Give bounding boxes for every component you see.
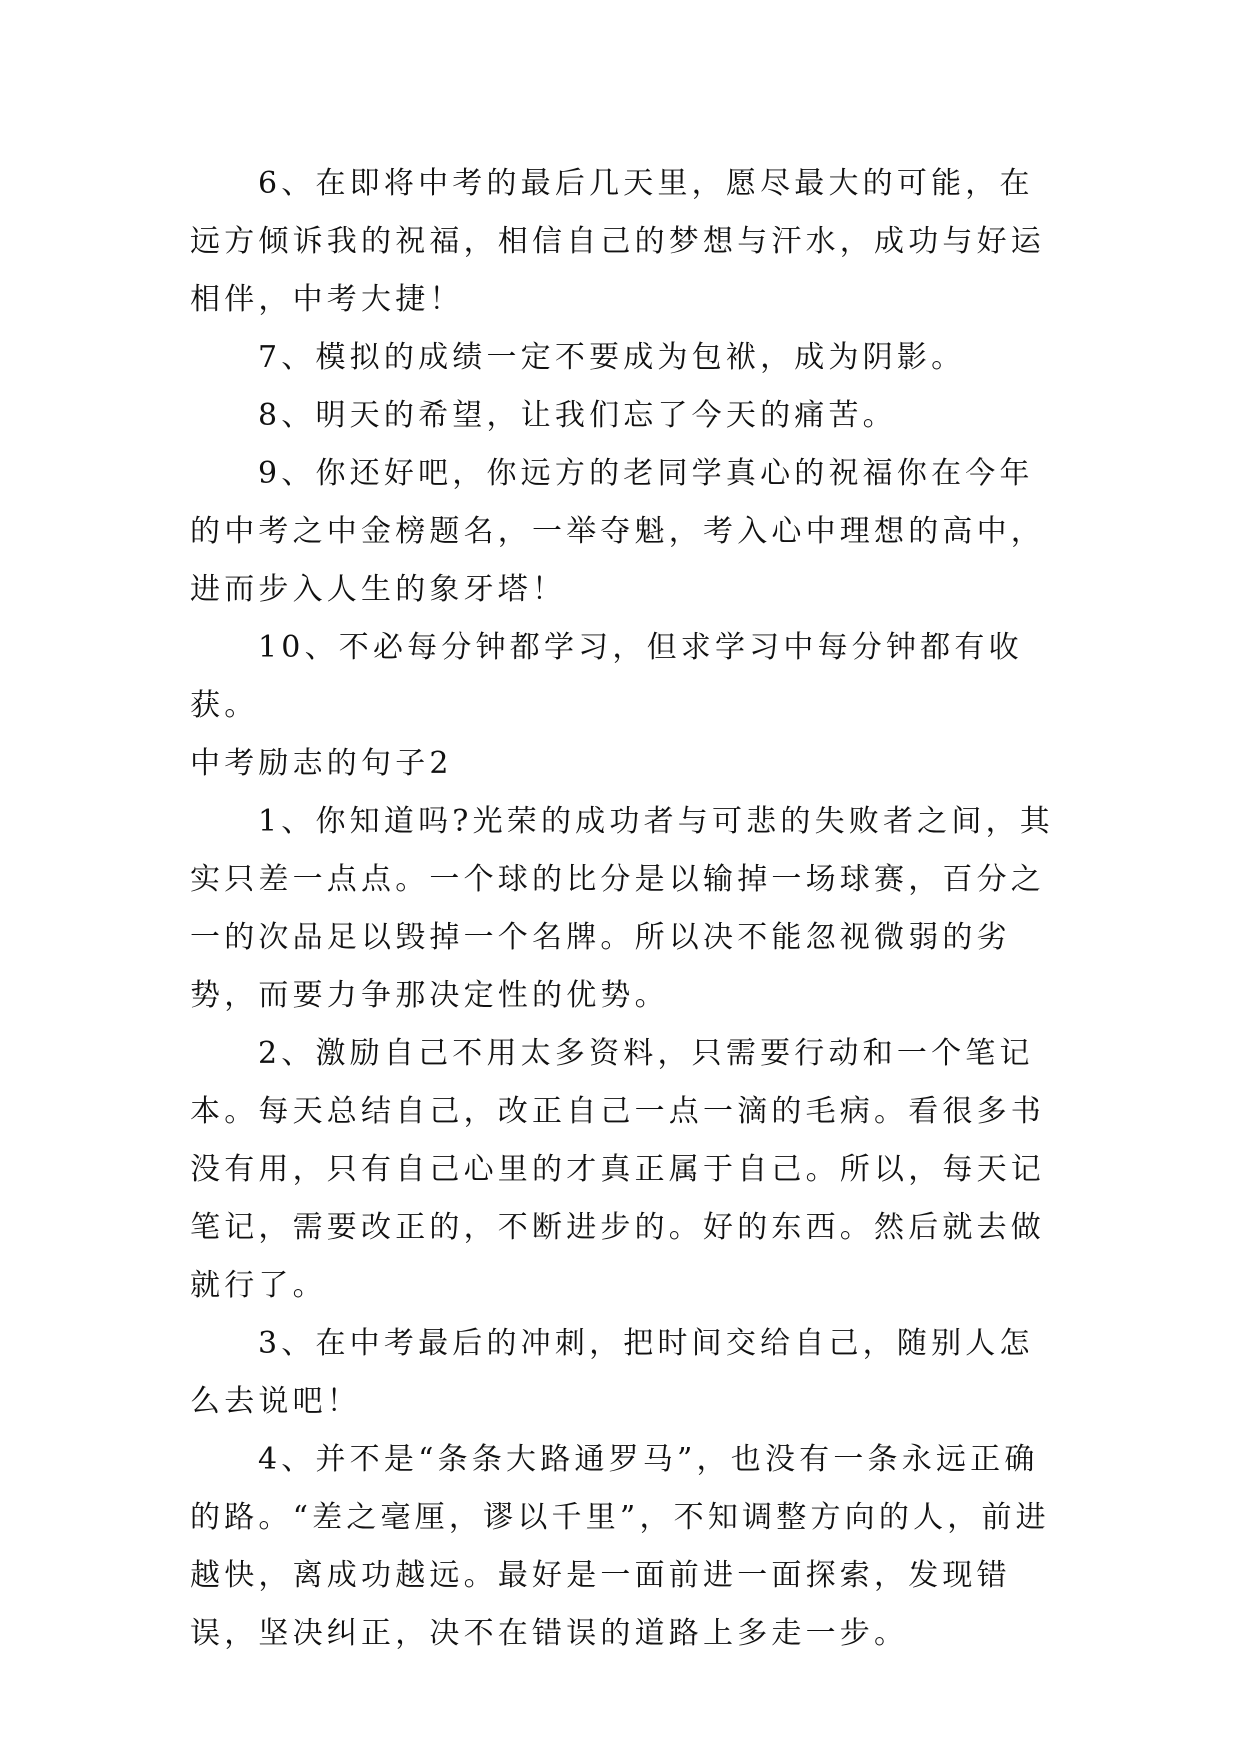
paragraph-item-10: 10、不必每分钟都学习，但求学习中每分钟都有收获。 <box>190 630 1023 723</box>
paragraph-item-1: 1、你知道吗?光荣的成功者与可悲的失败者之间，其实只差一点点。一个球的比分是以输掉一场球赛，百分之一的次品足以毁掉一个名牌。所以决不能忽视微弱的劣势，而要力争那决定性的优势。 <box>190 804 1054 1013</box>
paragraph-item-4: 4、并不是“条条大路通罗马”，也没有一条永远正确的路。“差之毫厘，谬以千里”，不知调整方向的人，前进越快，离成功越远。最好是一面前进一面探索，发现错误，坚决纠正，决不在错误的道路上多走一步。 <box>190 1442 1050 1651</box>
paragraph-item-7: 7、模拟的成绩一定不要成为包袱，成为阴影。 <box>258 340 966 375</box>
paragraph-item-6: 6、在即将中考的最后几天里，愿尽最大的可能，在远方倾诉我的祝福，相信自己的梦想与汗水，成功与好运相伴，中考大捷！ <box>190 166 1045 317</box>
paragraph-item-3: 3、在中考最后的冲刺，把时间交给自己，随别人怎么去说吧！ <box>190 1326 1034 1419</box>
paragraph-item-9: 9、你还好吧，你远方的老同学真心的祝福你在今年的中考之中金榜题名，一举夺魁，考入心中理想的高中，进而步入人生的象牙塔！ <box>190 456 1045 607</box>
paragraph-item-2: 2、激励自己不用太多资料，只需要行动和一个笔记本。每天总结自己，改正自己一点一滴的毛病。看很多书没有用，只有自己心里的才真正属于自己。所以，每天记笔记，需要改正的，不断进步的。好的东西。然后就去做就行了。 <box>190 1036 1045 1303</box>
section-heading: 中考励志的句子2 <box>190 746 453 781</box>
document-body <box>190 155 1060 1663</box>
paragraph-item-8: 8、明天的希望，让我们忘了今天的痛苦。 <box>258 398 897 433</box>
